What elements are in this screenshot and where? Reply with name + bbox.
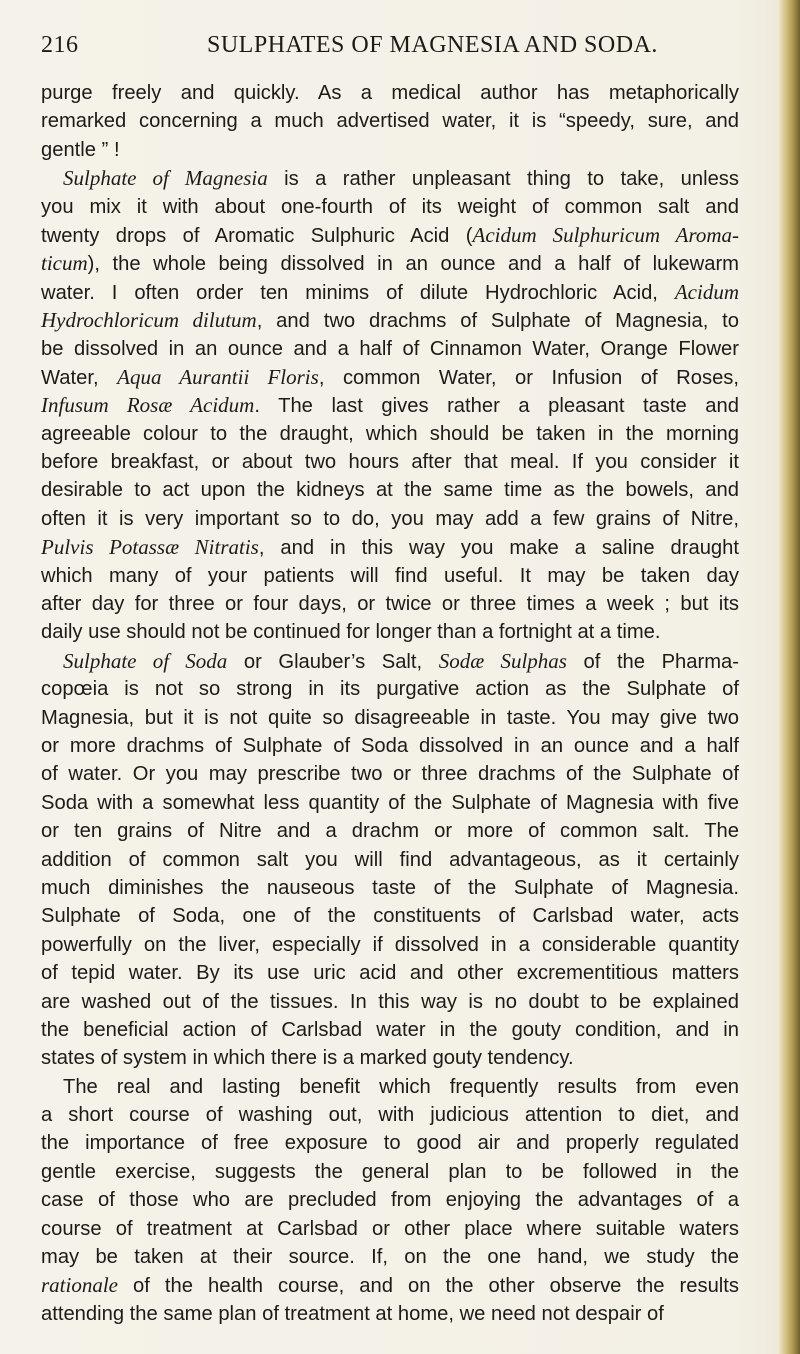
text-line — [41, 647, 739, 675]
running-head — [41, 32, 741, 62]
running-title: SULPHATES OF MAGNESIA AND SODA. — [207, 32, 658, 58]
text-line — [41, 448, 739, 476]
italic-term: Pulvis Potassæ Nitratis — [41, 535, 259, 560]
page-number: 216 — [41, 32, 79, 58]
text-run: ), the whole being dissolved in an ounce and a half of lukewarm — [87, 253, 739, 276]
italic-term: Sulphate of Soda — [63, 648, 228, 673]
text-line — [41, 732, 739, 760]
text-run: of tepid water. By its use uric acid and other excrementitious matters — [41, 962, 739, 985]
text-line — [41, 1300, 739, 1328]
text-run: the beneficial action of Carlsbad water in the gouty condition, and in — [41, 1018, 739, 1041]
text-run: . The last gives rather a pleasant taste and — [254, 395, 739, 418]
text-run: case of those who are precluded from enjoying the advantages of a — [41, 1189, 739, 1212]
text-line — [41, 846, 739, 874]
text-line — [41, 1271, 739, 1299]
italic-term: Hydrochloricum dilutum — [41, 308, 257, 333]
text-run: agreeable colour to the draught, which should be taken in the morning — [41, 422, 739, 445]
text-line — [41, 704, 739, 732]
text-run: of the health course, and on the other observe the results — [118, 1275, 739, 1298]
text-run: of water. Or you may prescribe two or three drachms of the Sulphate of — [41, 763, 739, 786]
text-line — [41, 590, 739, 618]
text-run: gentle ” ! — [41, 138, 120, 161]
text-run: course of treatment at Carlsbad or other place where suitable waters — [41, 1217, 739, 1240]
page-edge-shadow — [778, 0, 800, 1354]
text-line — [41, 618, 739, 646]
text-run: be dissolved in an ounce and a half of Cinnamon Water, Orange Flower — [41, 337, 739, 360]
text-line — [41, 959, 739, 987]
italic-term: Aqua Aurantii Floris — [117, 364, 319, 389]
text-line — [41, 107, 739, 135]
text-run: The real and lasting benefit which frequently results from even — [63, 1075, 739, 1098]
text-line — [41, 562, 739, 590]
text-run: , and in this way you make a saline draught — [258, 537, 739, 560]
text-line — [41, 420, 739, 448]
italic-term: ticum — [41, 251, 88, 276]
text-line — [41, 1129, 739, 1157]
text-run: daily use should not be continued for longer than a fortnight at a time. — [41, 621, 661, 644]
text-line — [41, 136, 739, 164]
text-run: of the Pharma- — [566, 650, 739, 673]
italic-term: Acidum Sulphuricum Aroma- — [472, 222, 740, 247]
text-run: states of system in which there is a marked gouty tendency. — [41, 1047, 574, 1070]
italic-term: Sulphate of Magnesia — [63, 166, 268, 191]
text-line — [41, 789, 739, 817]
italic-term: Sodæ Sulphas — [438, 648, 567, 673]
text-line — [41, 817, 739, 845]
italic-term: rationale — [41, 1273, 118, 1298]
text-line — [41, 1044, 739, 1072]
text-run: is a rather unpleasant thing to take, unless — [267, 168, 739, 191]
text-line — [41, 1243, 739, 1271]
text-line — [41, 533, 739, 561]
text-line — [41, 164, 739, 192]
text-line — [41, 79, 739, 107]
text-run: Water, — [41, 366, 118, 389]
text-line — [41, 931, 739, 959]
text-line — [41, 193, 739, 221]
text-line — [41, 249, 739, 277]
text-run: powerfully on the liver, especially if dissolved in a considerable quantity — [41, 933, 739, 956]
text-line — [41, 221, 739, 249]
text-run: Sulphate of Soda, one of the constituents of Carlsbad water, acts — [41, 905, 739, 928]
text-run: purge freely and quickly. As a medical author has metaphorically — [41, 82, 739, 104]
text-line — [41, 874, 739, 902]
text-run: which many of your patients will find useful. It may be taken day — [41, 564, 739, 587]
text-run: , common Water, or Infusion of Roses, — [318, 366, 740, 389]
text-run: attending the same plan of treatment at home, we need not despair of — [41, 1302, 664, 1325]
text-run: water. I often order ten minims of dilute Hydrochloric Acid, — [41, 281, 675, 304]
text-run: you mix it with about one-fourth of its weight of common salt and — [41, 195, 739, 218]
text-run: or more drachms of Sulphate of Soda dissolved in an ounce and a half — [41, 734, 739, 757]
text-run: much diminishes the nauseous taste of the Sulphate of Magnesia. — [41, 876, 739, 899]
text-run: after day for three or four days, or twice or three times a week ; but its — [41, 593, 739, 616]
text-line — [41, 306, 739, 334]
italic-term: Infusum Rosæ Acidum — [41, 393, 255, 418]
text-line — [41, 278, 739, 306]
text-line — [41, 760, 739, 788]
text-line — [41, 363, 739, 391]
text-line — [41, 902, 739, 930]
text-line — [41, 1215, 739, 1243]
text-line — [41, 1158, 739, 1186]
text-run: often it is very important so to do, you may add a few grains of Nitre, — [41, 507, 739, 530]
italic-term: Acidum — [674, 279, 739, 304]
text-line — [41, 675, 739, 703]
text-run: may be taken at their source. If, on the one hand, we study the — [41, 1246, 739, 1269]
text-line — [41, 1073, 739, 1101]
text-run: twenty drops of Aromatic Sulphuric Acid ( — [41, 224, 473, 247]
text-line — [41, 391, 739, 419]
text-run: a short course of washing out, with judicious attention to diet, and — [41, 1104, 739, 1127]
text-run: or Glauber’s Salt, — [227, 650, 439, 673]
text-run: desirable to act upon the kidneys at the same time as the bowels, and — [41, 479, 739, 502]
text-run: Soda with a somewhat less quantity of the Sulphate of Magnesia with five — [41, 791, 739, 814]
text-run: Magnesia, but it is not quite so disagreeable in taste. You may give two — [41, 706, 739, 729]
text-line — [41, 1186, 739, 1214]
text-run: , and two drachms of Sulphate of Magnesia, to — [256, 310, 740, 333]
text-run: copœia is not so strong in its purgative action as the Sulphate of — [41, 678, 739, 701]
text-run: the importance of free exposure to good air and properly regulated — [41, 1132, 739, 1155]
text-run: before breakfast, or about two hours after that meal. If you consider it — [41, 451, 739, 474]
text-line — [41, 988, 739, 1016]
text-run: remarked concerning a much advertised water, it is “speedy, sure, and — [41, 110, 739, 133]
text-line — [41, 476, 739, 504]
text-line — [41, 1101, 739, 1129]
text-run: addition of common salt you will find advantageous, as it certainly — [41, 848, 739, 871]
text-line — [41, 335, 739, 363]
text-run: are washed out of the tissues. In this way is no doubt to be explained — [41, 990, 739, 1013]
text-run: gentle exercise, suggests the general plan to be followed in the — [41, 1160, 739, 1183]
text-line — [41, 1016, 739, 1044]
text-line — [41, 505, 739, 533]
text-run: or ten grains of Nitre and a drachm or more of common salt. The — [41, 820, 739, 843]
body-text — [41, 79, 739, 1328]
